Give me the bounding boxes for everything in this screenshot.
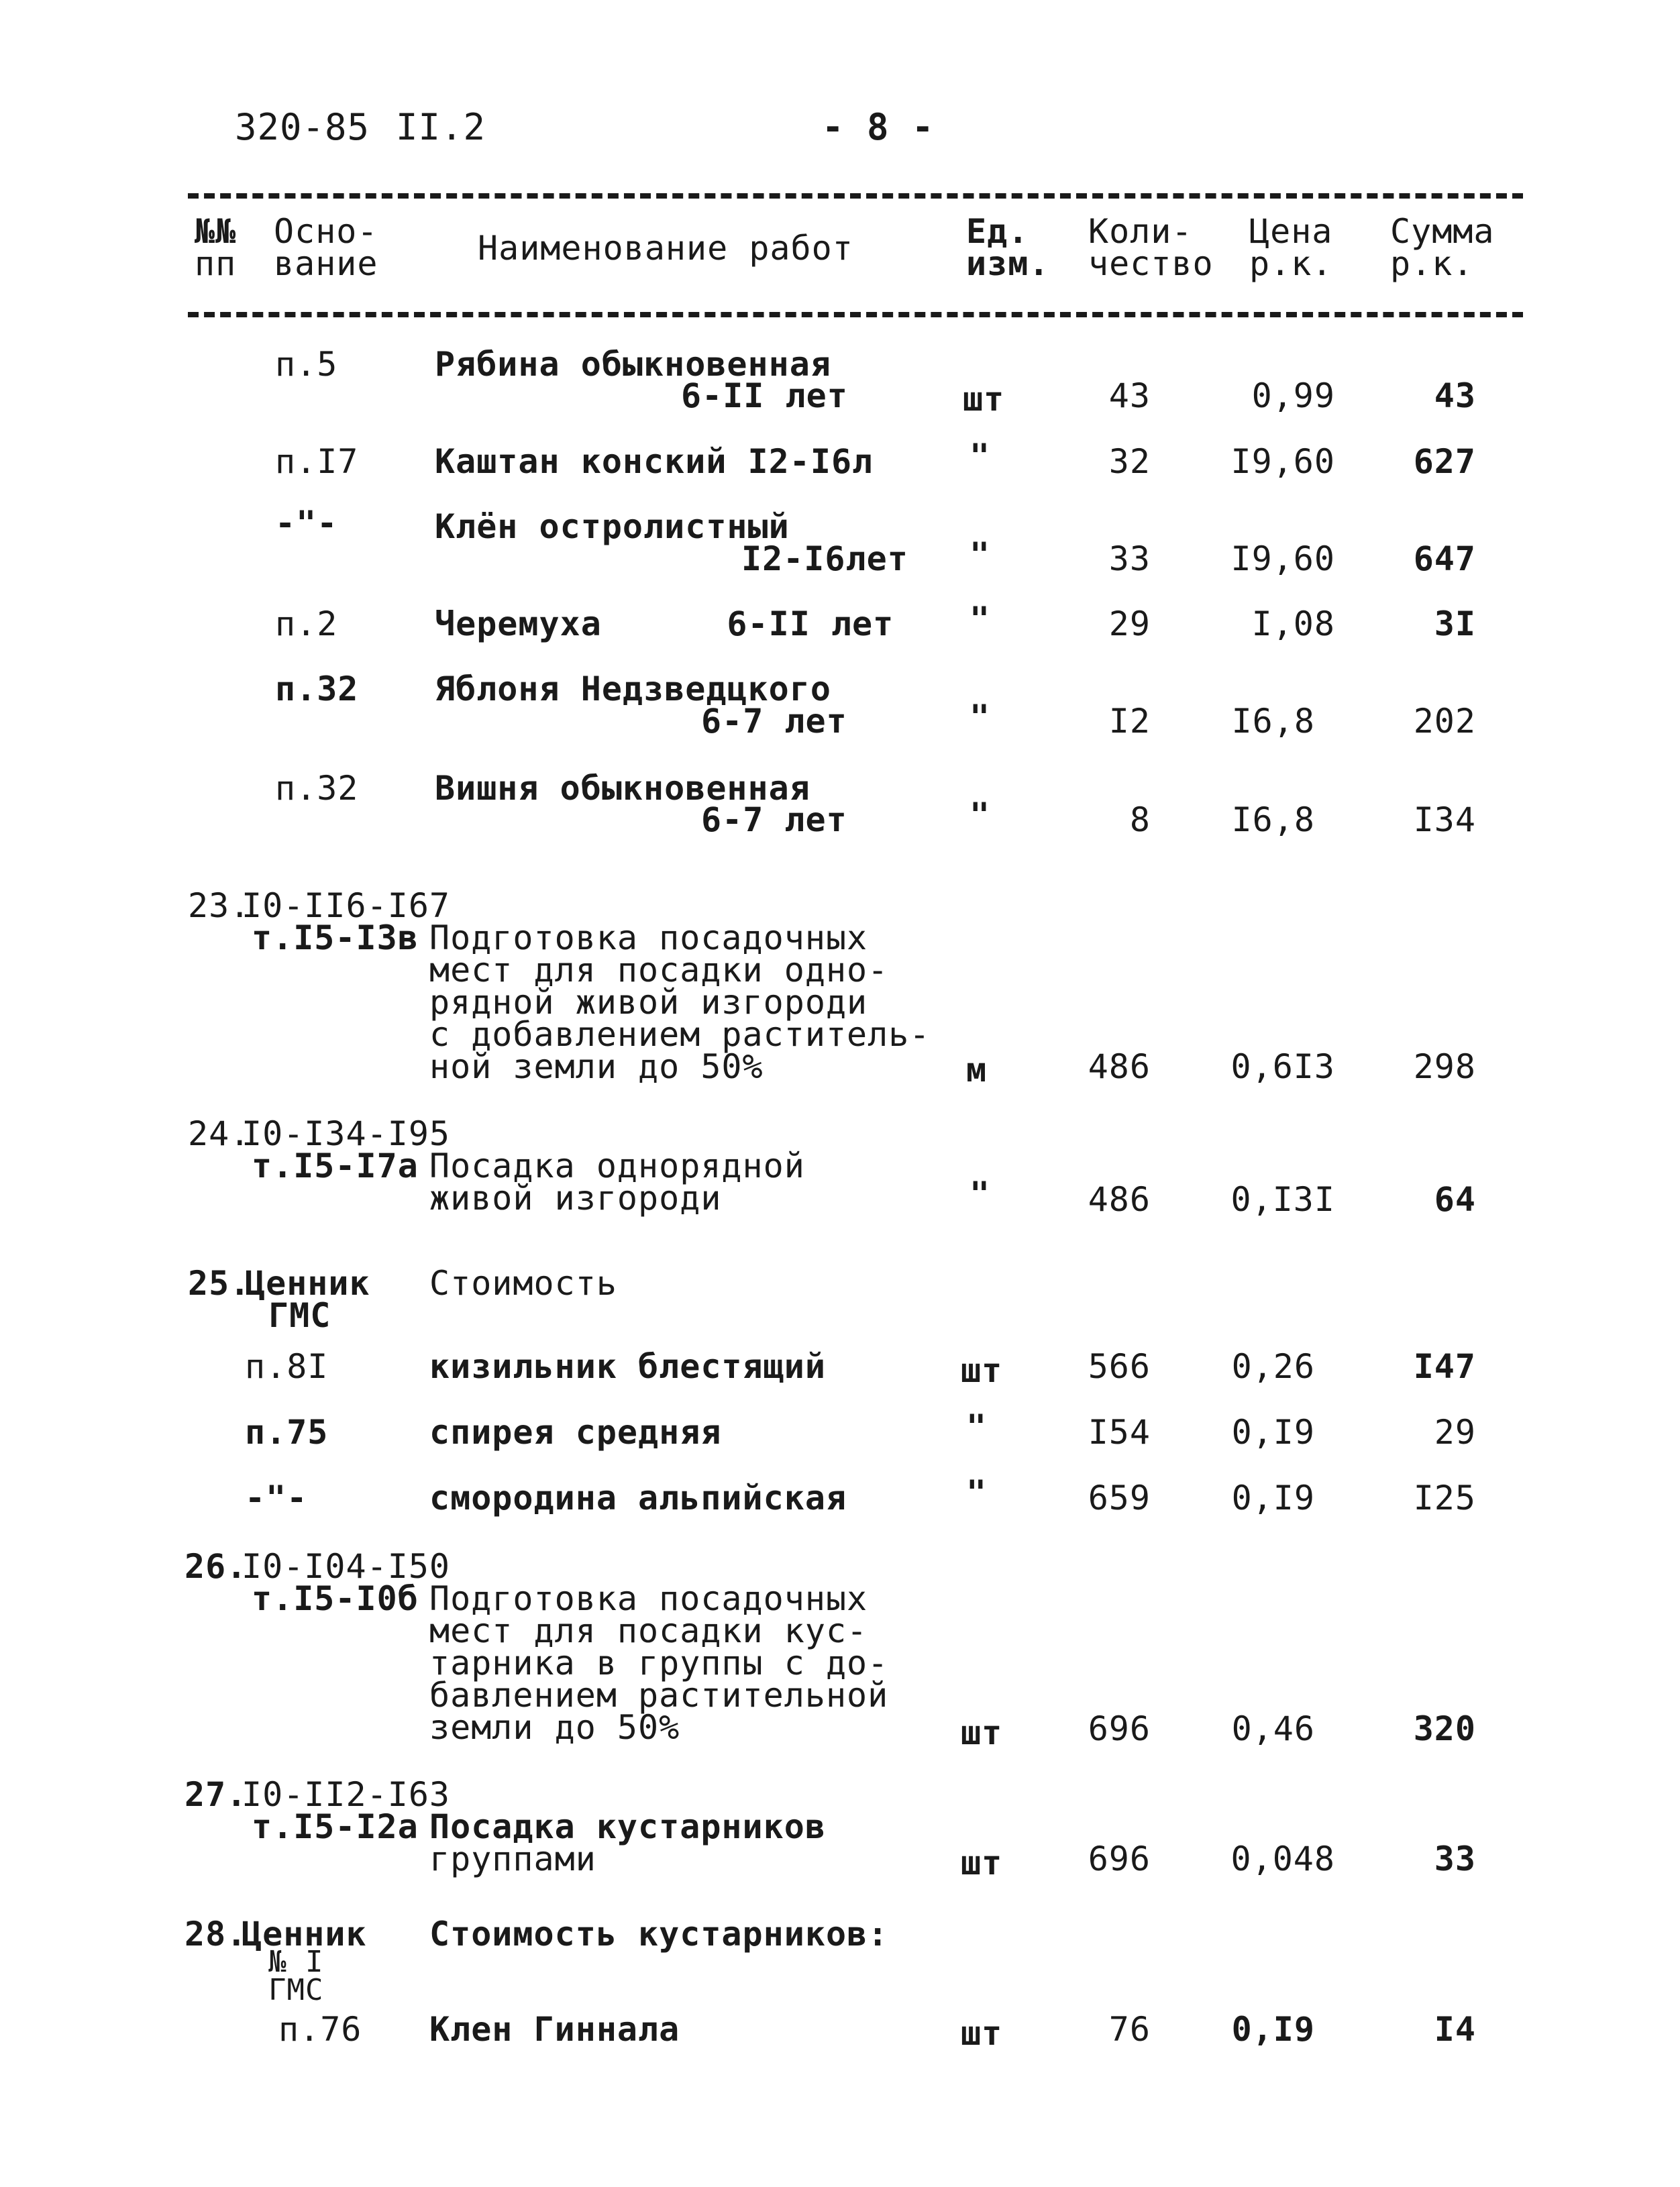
row-basis: п.76 [278,2010,362,2049]
row-unit: " [969,535,991,574]
row-basis: т.I5-I2а [252,1807,419,1846]
row-sum: 3I [1434,604,1476,643]
row-name: Клён остролистный [435,507,790,546]
row-number: 25. [188,1264,251,1303]
row-basis: п.32 [275,769,359,808]
row-basis: п.2 [275,604,338,643]
row-price: 0,6I3 [1230,1047,1335,1086]
row-qty: 566 [1088,1347,1151,1386]
row-basis: п.I7 [275,442,359,481]
row-price: 0,99 [1251,376,1335,415]
col-header-name: Наименование работ [478,229,853,268]
row-code: I0-I04-I50 [242,1547,451,1586]
row-name: мест для посадки одно- [429,951,889,990]
row-price: 0,46 [1231,1709,1315,1748]
row-sum: 627 [1413,442,1476,481]
row-sum: 647 [1413,539,1476,578]
row-sum: 33 [1434,1839,1476,1878]
row-qty: 32 [1108,442,1151,481]
row-qty: 696 [1088,1839,1151,1878]
row-name: ной земли до 50% [429,1047,764,1086]
row-qty: 76 [1108,2010,1151,2049]
row-qty: 29 [1108,604,1151,643]
row-sum: I25 [1413,1479,1476,1517]
row-name: Клен Гиннала [429,2010,680,2049]
row-name: Черемуха 6-II лет [435,604,894,643]
row-price: 0,I3I [1230,1180,1335,1219]
row-sum: 320 [1413,1709,1476,1748]
row-unit: " [969,698,991,737]
row-name: кизильник блестящий [429,1347,826,1386]
row-sum: 43 [1434,376,1476,415]
col-header-basis: Осно- [274,212,378,251]
row-name: Яблоня Недзведцкого [435,670,831,708]
row-name: 6-II лет [681,376,848,415]
row-price: I9,60 [1230,539,1335,578]
doc-code: 320-85 [235,106,370,148]
row-qty: 486 [1088,1047,1151,1086]
row-name: Подготовка посадочных [429,918,868,957]
row-unit: шт [961,1844,1003,1882]
row-qty: 8 [1129,800,1151,839]
row-sum: 29 [1434,1413,1476,1452]
col-header-sum: р.к. [1390,244,1474,283]
row-price: 0,26 [1231,1347,1315,1386]
row-name: рядной живой изгороди [429,983,868,1022]
row-price: 0,I9 [1231,1413,1315,1452]
row-price: 0,048 [1230,1839,1335,1878]
row-name: спирея средняя [429,1413,722,1452]
row-name: 6-7 лет [701,800,847,839]
row-number: 23. [188,886,251,925]
row-number: 24. [188,1114,251,1153]
row-sum: I34 [1413,800,1476,839]
row-code: I0-I34-I95 [242,1114,451,1153]
row-name: Стоимость [429,1264,617,1303]
header-top-rule [188,193,1523,199]
row-number: 27. [185,1775,248,1814]
row-qty: 486 [1088,1180,1151,1219]
row-unit: " [966,1407,988,1446]
col-header-price: Цена [1249,212,1333,251]
row-unit: " [969,796,991,835]
row-name: тарника в группы с до- [429,1644,889,1683]
row-unit: м [966,1051,988,1089]
row-basis: т.I5-I0б [252,1579,419,1618]
row-qty: 33 [1108,539,1151,578]
row-basis: Ценник [242,1915,367,1954]
row-basis: Ценник [245,1264,370,1303]
row-name: 6-7 лет [701,702,847,741]
row-basis: п.32 [275,670,359,708]
col-header-basis: вание [274,244,378,283]
row-price: I9,60 [1230,442,1335,481]
row-name: группами [429,1839,596,1878]
row-basis: т.I5-I3в [252,918,419,957]
row-name: Каштан конский I2-I6л [435,442,874,481]
col-header-qty: чество [1088,244,1214,283]
row-number: 26. [185,1547,248,1586]
row-unit: шт [961,1713,1003,1752]
row-name: I2-I6лет [741,539,908,578]
col-header-price: р.к. [1249,244,1333,283]
row-code: I0-II6-I67 [242,886,451,925]
row-basis: п.75 [245,1413,329,1452]
row-sum: 298 [1413,1047,1476,1086]
col-header-num: пп [195,244,237,283]
row-sum: I4 [1434,2010,1476,2049]
row-basis: -"- [275,504,338,543]
col-header-qty: Коли- [1088,212,1193,251]
row-sum: 202 [1413,702,1476,741]
row-name: бавлением растительной [429,1676,889,1715]
section-code: II.2 [396,106,486,148]
row-basis: -"- [245,1479,308,1517]
row-name: Посадка однорядной [429,1146,805,1185]
row-code: I0-II2-I63 [242,1775,451,1814]
row-unit: " [969,600,991,639]
col-header-sum: Сумма [1390,212,1495,251]
col-header-unit: Ед. [966,212,1029,251]
row-qty: I54 [1088,1413,1151,1452]
row-number: 28. [185,1915,248,1954]
row-name: живой изгороди [429,1179,722,1218]
page-number: - 8 - [822,106,935,148]
row-basis: ГМС [268,1296,331,1335]
row-name: Рябина обыкновенная [435,345,831,384]
row-unit: " [966,1473,988,1512]
row-unit: " [969,1175,991,1214]
row-qty: 659 [1088,1479,1151,1517]
row-qty: 696 [1088,1709,1151,1748]
row-price: 0,I9 [1231,2010,1315,2049]
row-sum: I47 [1413,1347,1476,1386]
row-price: I6,8 [1231,702,1315,741]
row-name: с добавлением раститель- [429,1015,931,1054]
row-basis: п.8I [245,1347,329,1386]
row-unit: шт [961,1351,1003,1390]
row-name: Стоимость кустарников: [429,1915,889,1954]
header-bottom-rule [188,312,1523,317]
row-name: смородина альпийская [429,1479,847,1517]
row-name: Подготовка посадочных [429,1579,868,1618]
row-name: Посадка кустарников [429,1807,826,1846]
row-price: I,08 [1251,604,1335,643]
row-price: 0,I9 [1231,1479,1315,1517]
row-unit: шт [963,380,1005,419]
row-name: Вишня обыкновенная [435,769,810,808]
row-basis: т.I5-I7а [252,1146,419,1185]
row-basis: п.5 [275,345,338,384]
row-name: земли до 50% [429,1708,680,1747]
row-unit: шт [961,2014,1003,2053]
col-header-num: №№ [195,212,237,251]
row-sum: 64 [1434,1180,1476,1219]
col-header-unit: изм. [966,244,1050,283]
row-basis: ГМС [268,1973,324,2007]
row-unit: " [969,437,991,476]
row-name: мест для посадки кус- [429,1611,868,1650]
row-qty: I2 [1108,702,1151,741]
row-qty: 43 [1108,376,1151,415]
row-basis: № I [268,1945,324,1979]
row-price: I6,8 [1231,800,1315,839]
